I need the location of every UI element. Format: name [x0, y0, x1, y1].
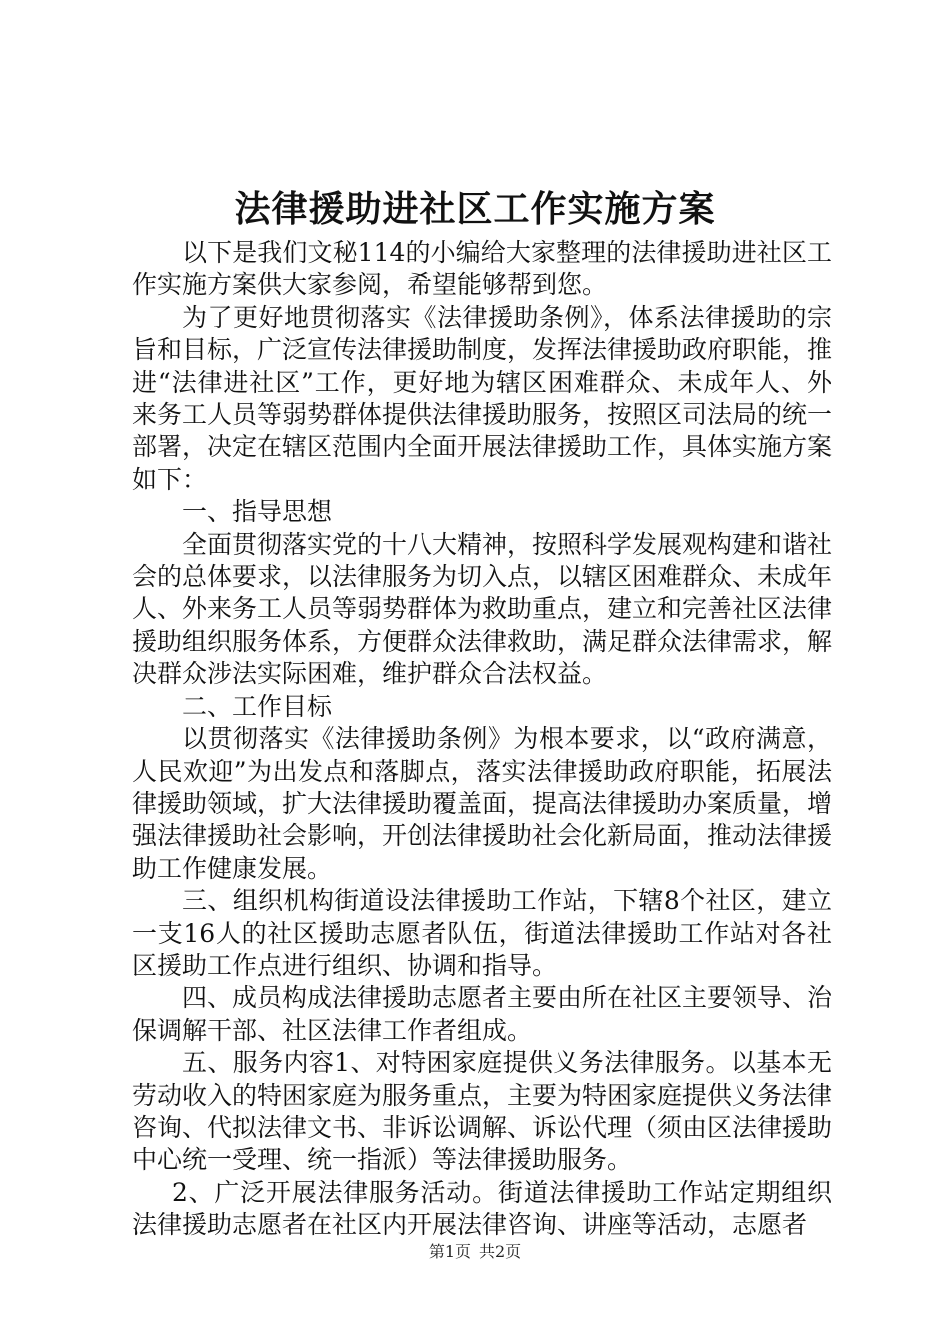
document-body [132, 237, 832, 1242]
section-heading-work-goals: 二、工作目标 [182, 691, 333, 721]
service-content-paragraph: 五、服务内容1、对特困家庭提供义务法律服务。以基本无劳动收入的特困家庭为服务重点，主要为特困家庭提供义务法律咨询、代拟法律文书、非诉讼调解、诉讼代理（须由区法律援助中心统一受理、统一指派）等法律援助服务。 [132, 1048, 833, 1175]
members-paragraph: 四、成员构成法律援助志愿者主要由所在社区主要领导、治保调解干部、社区法律工作者组成。 [132, 983, 833, 1045]
work-goals-paragraph: 以贯彻落实《法律援助条例》为根本要求，以“政府满意，人民欢迎”为出发点和落脚点，落实法律援助政府职能，拓展法律援助领域，扩大法律援助覆盖面，提高法律援助办案质量，增强法律援助社会影响，开创法律援助社会化新局面，推动法律援助工作健康发展。 [132, 724, 833, 883]
organization-paragraph: 三、组织机构街道设法律援助工作站，下辖8个社区，建立一支16人的社区援助志愿者队伍，街道法律援助工作站对各社区援助工作点进行组织、协调和指导。 [132, 886, 832, 980]
purpose-paragraph: 为了更好地贯彻落实《法律援助条例》，体系法律援助的宗旨和目标，广泛宣传法律援助制度，发挥法律援助政府职能，推进“法律进社区”工作，更好地为辖区困难群众、未成年人、外来务工人员等弱势群体提供法律援助服务，按照区司法局的统一部署，决定在辖区范围内全面开展法律援助工作，具体实施方案如下： [132, 302, 833, 494]
guiding-ideology-paragraph: 全面贯彻落实党的十八大精神，按照科学发展观构建和谐社会的总体要求，以法律服务为切入点，以辖区困难群众、未成年人、外来务工人员等弱势群体为救助重点，建立和完善社区法律援助组织服务体系，方便群众法律救助，满足群众法律需求，解决群众涉法实际困难，维护群众合法权益。 [132, 529, 833, 689]
page-footer [0, 1240, 950, 1264]
page-total: 共2页 [479, 1242, 522, 1261]
page-number: 第1页 [428, 1242, 471, 1261]
document-title: 法律援助进社区工作实施方案 [234, 188, 716, 230]
intro-paragraph: 以下是我们文秘114的小编给大家整理的法律援助进社区工作实施方案供大家参阅，希望能够帮到您。 [132, 238, 832, 300]
legal-service-activities-paragraph: 2、广泛开展法律服务活动。街道法律援助工作站定期组织法律援助志愿者在社区内开展法律咨询、讲座等活动，志愿者 [132, 1177, 832, 1240]
section-heading-guiding-ideology: 一、指导思想 [182, 497, 333, 527]
